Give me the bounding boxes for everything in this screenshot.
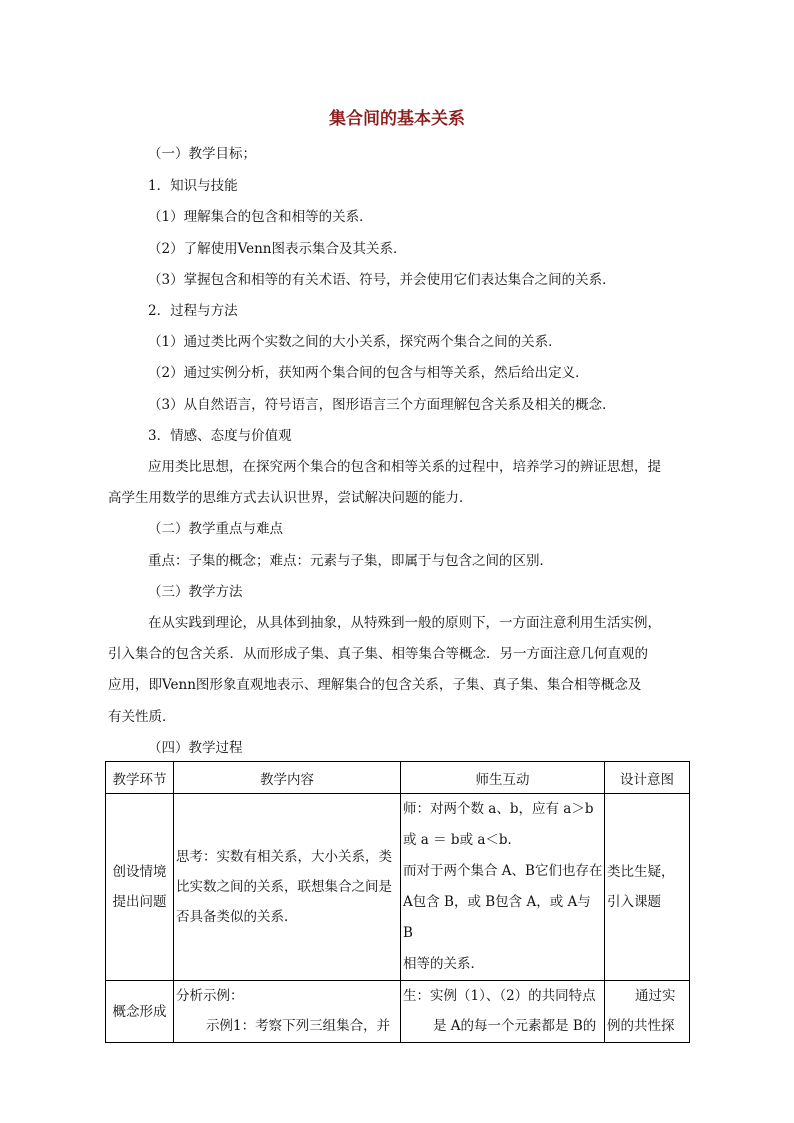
- content-cell: 思考：实数有相关系，大小关系，类 比实数之间的关系，联想集合之间是 否具备类似的关系．: [174, 794, 401, 981]
- text-line: （3）掌握包含和相等的有关术语、符号，并会使用它们表达集合之间的关系．: [148, 272, 616, 288]
- text-line: （二）教学重点与难点: [148, 521, 283, 537]
- text-line: （2）通过实例分析，获知两个集合间的包含与相等关系，然后给出定义．: [148, 365, 589, 381]
- text-line: （四）教学过程: [148, 740, 243, 756]
- text-line: 重点：子集的概念；难点：元素与子集，即属于与包含之间的区别．: [148, 553, 553, 569]
- text-line: （一）教学目标；: [148, 146, 256, 162]
- table-header-row: [106, 762, 690, 794]
- header-content: 教学内容: [174, 762, 401, 794]
- text-line: 应用类比思想，在探究两个集合的包含和相等关系的过程中，培养学习的辨证思想，提: [148, 459, 661, 475]
- text-line: 有关性质．: [108, 709, 176, 725]
- document-title: 集合间的基本关系: [329, 109, 465, 129]
- text-line: 应用，即Venn图形象直观地表示、理解集合的包含关系，子集、真子集、集合相等概念及: [108, 677, 642, 693]
- text-line: 引入集合的包含关系．从而形成子集、真子集、相等集合等概念．另一方面注意几何直观的: [108, 646, 648, 662]
- text-line: （2）了解使用Venn图表示集合及其关系．: [148, 241, 407, 257]
- text-line: 1．知识与技能: [148, 178, 238, 194]
- text-line: （3）从自然语言，符号语言，图形语言三个方面理解包含关系及相关的概念．: [148, 397, 616, 413]
- stage-cell: 创设情境 提出问题: [106, 794, 174, 981]
- teaching-process-table: [105, 761, 690, 1043]
- text-line: （1）通过类比两个实数之间的大小关系，探究两个集合之间的关系．: [148, 334, 562, 350]
- content-cell: 分析示例： 示例1：考察下列三组集合，并: [174, 981, 401, 1043]
- header-intent: 设计意图: [605, 762, 690, 794]
- table-row: [106, 794, 690, 981]
- text-line: 2．过程与方法: [148, 303, 238, 319]
- stage-cell: 概念形成: [106, 981, 174, 1043]
- text-line: 在从实践到理论，从具体到抽象，从特殊到一般的原则下，一方面注意利用生活实例，: [148, 615, 661, 631]
- intent-cell: 通过实 例的共性探: [605, 981, 690, 1043]
- intent-cell: 类比生疑， 引入课题: [605, 794, 690, 981]
- interaction-cell: 生：实例（1）、（2）的共同特点 是 A的每一个元素都是 B的: [401, 981, 605, 1043]
- text-line: （1）理解集合的包含和相等的关系．: [148, 209, 373, 225]
- header-stage: 教学环节: [106, 762, 174, 794]
- text-line: 高学生用数学的思维方式去认识世界，尝试解决问题的能力．: [108, 490, 473, 506]
- text-line: （三）教学方法: [148, 584, 243, 600]
- table-row: [106, 981, 690, 1043]
- text-line: 3．情感、态度与价值观: [148, 428, 292, 444]
- header-interaction: 师生互动: [401, 762, 605, 794]
- interaction-cell: 师：对两个数 a、b，应有 a＞b 或 a ＝ b或 a＜b． 而对于两个集合 A、B它们也存在 A包含 B，或 B包含 A，或 A与 B 相等的关系．: [401, 794, 605, 981]
